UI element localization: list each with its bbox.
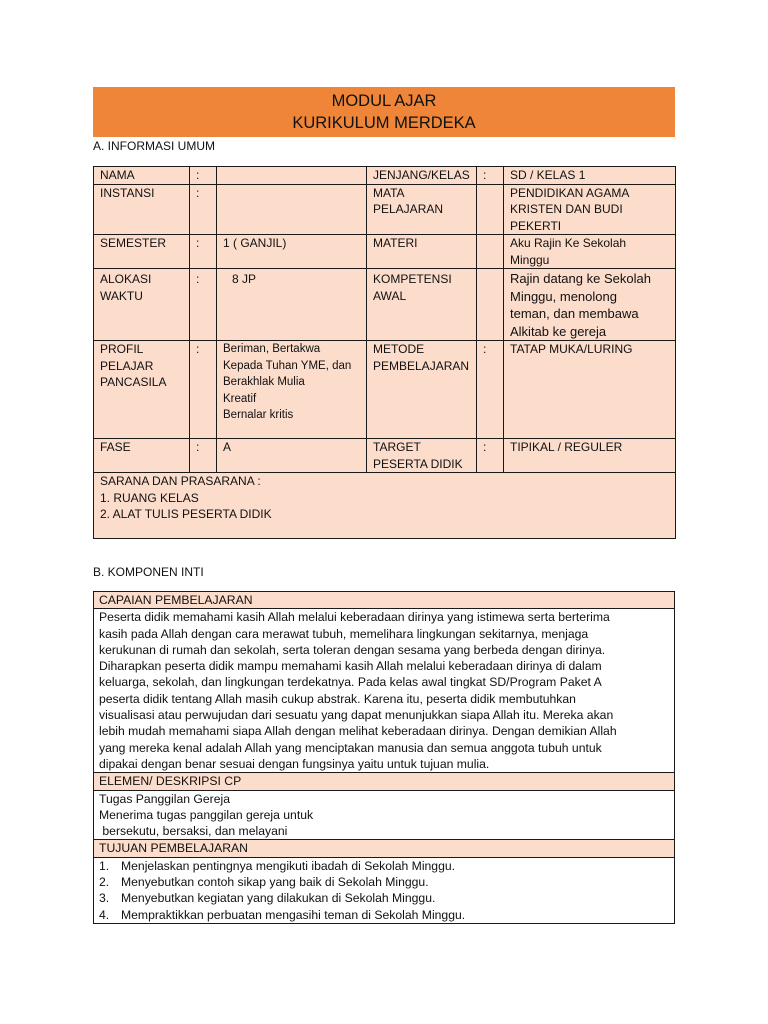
instansi-label: INSTANSI — [94, 184, 190, 235]
empty-cell — [477, 269, 504, 341]
document-title-band — [93, 87, 675, 137]
cp-text: Peserta didik memahami kasih Allah melalui keberadaan dirinya yang istimewa serta berterima kasih pada Allah dengan cara merawat tubuh, memelihara lingkungan sekitarnya, menjaga kerukunan di rumah dan sekolah, serta toleran dengan sesama yang berbeda dengan dirinya. Diharapkan peserta didik mampu memahami kasih Allah melalui keberadaan dirinya di dalam keluarga, sekolah, dan lingkungan terdekatnya. Pada kelas awal tingkat SD/Program Paket A peserta didik tentang Allah masih cukup abstrak. Karena itu, peserta didik membutuhkan visualisasi atau perwujudan dari sesuatu yang dapat menunjukkan siapa Allah itu. Mereka akan lebih mudah memahami siapa Allah dengan melihat keberadaan dirinya. Dengan demikian Allah yang mereka kenal adalah Allah yang menciptakan manusia dan semua anggota tubuh untuk dipakai dengan benar sesuai dengan fungsinya yaitu untuk tujuan mulia. — [94, 609, 675, 773]
elemen-title: ELEMEN/ DESKRIPSI CP — [94, 773, 675, 790]
cp-body-row — [94, 609, 675, 773]
document-subtitle: KURIKULUM MERDEKA — [292, 114, 476, 132]
alokasi-value: 8 JP — [217, 269, 367, 341]
row-fase — [94, 439, 676, 473]
profil-value: Beriman, Bertakwa Kepada Tuhan YME, dan Berakhlak Mulia Kreatif Bernalar kritis — [217, 341, 367, 439]
tujuan-body-row — [94, 857, 675, 923]
colon: : — [477, 341, 504, 439]
row-nama — [94, 167, 676, 185]
row-semester — [94, 235, 676, 269]
document-title: MODUL AJAR — [331, 92, 437, 110]
cp-header-row — [94, 592, 675, 609]
list-item: 4. Mempraktikkan perbuatan mengasihi teman di Sekolah Minggu. — [99, 907, 466, 922]
informasi-umum-table — [93, 166, 676, 539]
list-item: 3. Menyebutkan kegiatan yang dilakukan di Sekolah Minggu. — [99, 891, 436, 906]
colon: : — [190, 439, 217, 473]
target-value: TIPIKAL / REGULER — [504, 439, 676, 473]
metode-label: METODE PEMBELAJARAN — [367, 341, 477, 439]
section-b-heading: B. KOMPONEN INTI — [93, 565, 204, 579]
semester-label: SEMESTER — [94, 235, 190, 269]
colon: : — [190, 167, 217, 185]
fase-value: A — [217, 439, 367, 473]
colon: : — [190, 341, 217, 439]
row-alokasi — [94, 269, 676, 341]
alokasi-label: ALOKASI WAKTU — [94, 269, 190, 341]
empty-cell — [477, 235, 504, 269]
elemen-header-row — [94, 773, 675, 790]
tujuan-header-row — [94, 840, 675, 857]
instansi-value — [217, 184, 367, 235]
colon: : — [477, 167, 504, 185]
list-item: 2. Menyebutkan contoh sikap yang baik di Sekolah Minggu. — [99, 875, 429, 890]
fase-label: FASE — [94, 439, 190, 473]
nama-label: NAMA — [94, 167, 190, 185]
colon: : — [477, 439, 504, 473]
sarana-cell: SARANA DAN PRASARANA : 1. RUANG KELAS 2. ALAT TULIS PESERTA DIDIK — [94, 473, 676, 539]
tujuan-title: TUJUAN PEMBELAJARAN — [94, 840, 675, 857]
empty-cell — [477, 184, 504, 235]
komponen-inti-table — [93, 591, 675, 924]
metode-value: TATAP MUKA/LURING — [504, 341, 676, 439]
colon: : — [190, 184, 217, 235]
section-a-heading: A. INFORMASI UMUM — [93, 139, 215, 153]
row-sarana — [94, 473, 676, 539]
nama-value — [217, 167, 367, 185]
elemen-body-row — [94, 790, 675, 840]
target-label: TARGET PESERTA DIDIK — [367, 439, 477, 473]
colon: : — [190, 269, 217, 341]
row-profil — [94, 341, 676, 439]
mapel-value: PENDIDIKAN AGAMA KRISTEN DAN BUDI PEKERTI — [504, 184, 676, 235]
semester-value: 1 ( GANJIL) — [217, 235, 367, 269]
materi-label: MATERI — [367, 235, 477, 269]
row-instansi — [94, 184, 676, 235]
tujuan-list — [94, 857, 675, 923]
mapel-label: MATA PELAJARAN — [367, 184, 477, 235]
kompetensi-value: Rajin datang ke Sekolah Minggu, menolong teman, dan membawa Alkitab ke gereja — [504, 269, 676, 341]
elemen-text: Tugas Panggilan Gereja Menerima tugas panggilan gereja untuk bersekutu, bersaksi, dan melayani — [94, 790, 675, 840]
colon: : — [190, 235, 217, 269]
cp-title: CAPAIAN PEMBELAJARAN — [94, 592, 675, 609]
materi-value: Aku Rajin Ke Sekolah Minggu — [504, 235, 676, 269]
profil-label: PROFIL PELAJAR PANCASILA — [94, 341, 190, 439]
jenjang-label: JENJANG/KELAS — [367, 167, 477, 185]
kompetensi-label: KOMPETENSI AWAL — [367, 269, 477, 341]
jenjang-value: SD / KELAS 1 — [504, 167, 676, 185]
list-item: 1. Menjelaskan pentingnya mengikuti ibadah di Sekolah Minggu. — [99, 858, 456, 873]
